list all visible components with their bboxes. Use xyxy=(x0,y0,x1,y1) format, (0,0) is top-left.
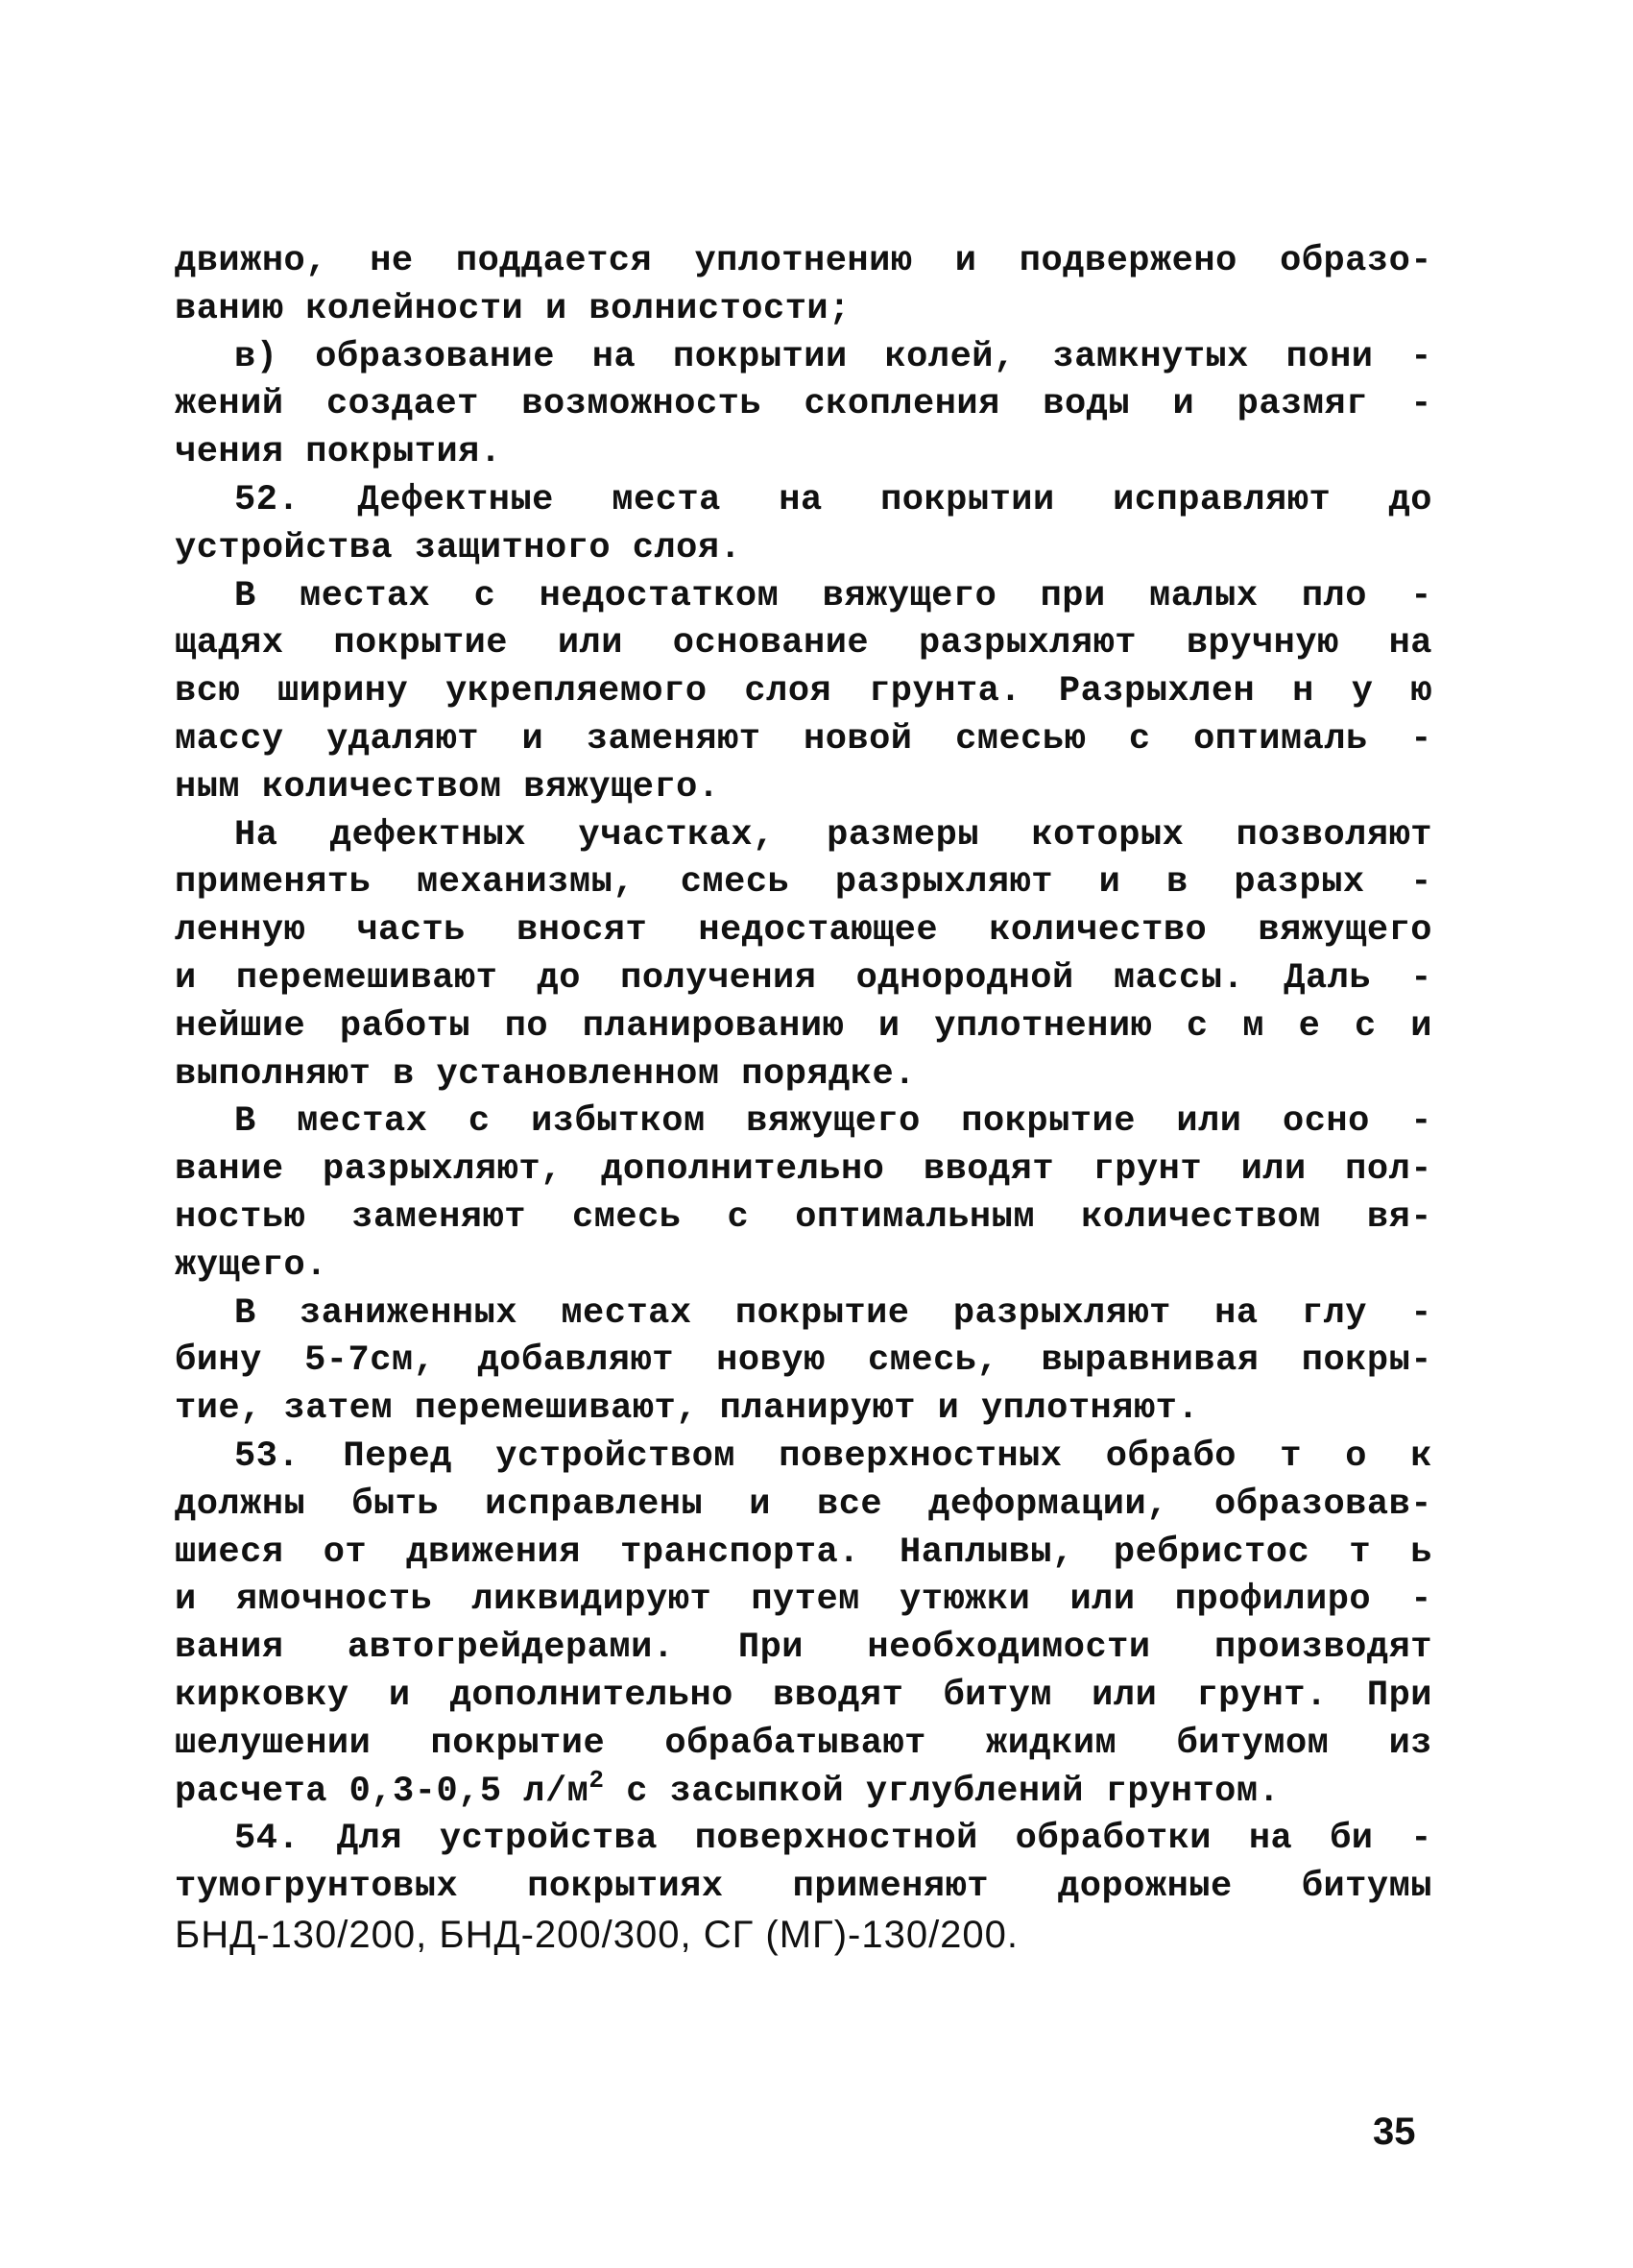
text-line: ностью заменяют смесь с оптимальным количеством вя- xyxy=(175,1196,1432,1238)
text-line: ным количеством вяжущего. xyxy=(175,766,720,808)
text-line: выполняют в установленном порядке. xyxy=(175,1053,916,1095)
text-fragment: с засыпкой углублений грунтом. xyxy=(604,1771,1281,1812)
paragraph-53-start: 53. Перед устройством поверхностных обрабо т о к xyxy=(234,1436,1432,1477)
text-line: чения покрытия. xyxy=(175,432,502,473)
text-line: тие, затем перемешивают, планируют и уплотняют. xyxy=(175,1388,1200,1430)
text-line: шелушении покрытие обрабатывают жидким битумом из xyxy=(175,1723,1432,1764)
text-line: нейшие работы по планированию и уплотнению с м е с и xyxy=(175,1005,1432,1047)
paragraph-52-start: 52. Дефектные места на покрытии исправляют до xyxy=(234,479,1432,520)
text-line: и ямочность ликвидируют путем утюжки или профилиро - xyxy=(175,1580,1432,1621)
text-line: На дефектных участках, размеры которых позволяют xyxy=(234,814,1432,856)
text-line: В местах с избытком вяжущего покрытие или осно - xyxy=(234,1101,1432,1143)
text-line: всю ширину укрепляемого слоя грунта. Разрыхлен н у ю xyxy=(175,671,1432,712)
text-fragment: расчета 0,3-0,5 л/м xyxy=(175,1771,589,1812)
text-line: применять механизмы, смесь разрыхляют и в разрых - xyxy=(175,862,1432,904)
text-line: ленную часть вносят недостающее количество вяжущего xyxy=(175,910,1432,952)
text-line: тумогрунтовых покрытиях применяют дорожные битумы xyxy=(175,1867,1432,1908)
text-line: кирковку и дополнительно вводят битум или грунт. При xyxy=(175,1675,1432,1716)
paragraph-54-start: 54. Для устройства поверхностной обработки на би - xyxy=(234,1819,1432,1860)
text-line: щадях покрытие или основание разрыхляют вручную на xyxy=(175,623,1432,664)
text-line: жущего. xyxy=(175,1244,327,1286)
text-line: ванию колейности и волнистости; xyxy=(175,288,851,329)
superscript: 2 xyxy=(588,1765,605,1795)
text-line: бину 5-7см, добавляют новую смесь, выравнивая покры- xyxy=(175,1340,1432,1382)
text-line: вание разрыхляют, дополнительно вводят грунт или пол- xyxy=(175,1149,1432,1191)
text-line: устройства защитного слоя. xyxy=(175,527,742,568)
text-line: В местах с недостатком вяжущего при малых пло - xyxy=(234,575,1432,616)
text-line: и перемешивают до получения однородной массы. Даль - xyxy=(175,957,1432,999)
body-text xyxy=(175,238,1432,1960)
bitumen-grades-line: БНД-130/200, БНД-200/300, СГ (МГ)-130/200. xyxy=(175,1913,1020,1956)
text-line: движно, не поддается уплотнению и подвержено образо- xyxy=(175,241,1432,281)
text-line-with-superscript xyxy=(175,1765,1432,1817)
text-line: вания автогрейдерами. При необходимости производят xyxy=(175,1628,1432,1669)
page-number: 35 xyxy=(1373,2111,1416,2153)
text-line: В заниженных местах покрытие разрыхляют на глу - xyxy=(234,1292,1432,1334)
text-line: жений создает возможность скопления воды и размяг - xyxy=(175,384,1432,425)
text-line: шиеся от движения транспорта. Наплывы, ребристос т ь xyxy=(175,1532,1432,1573)
text-line: должны быть исправлены и все деформации, образовав- xyxy=(175,1484,1432,1525)
text-line: в) образование на покрытии колей, замкнутых пони - xyxy=(234,336,1432,377)
text-line: массу удаляют и заменяют новой смесью с оптималь - xyxy=(175,718,1432,760)
